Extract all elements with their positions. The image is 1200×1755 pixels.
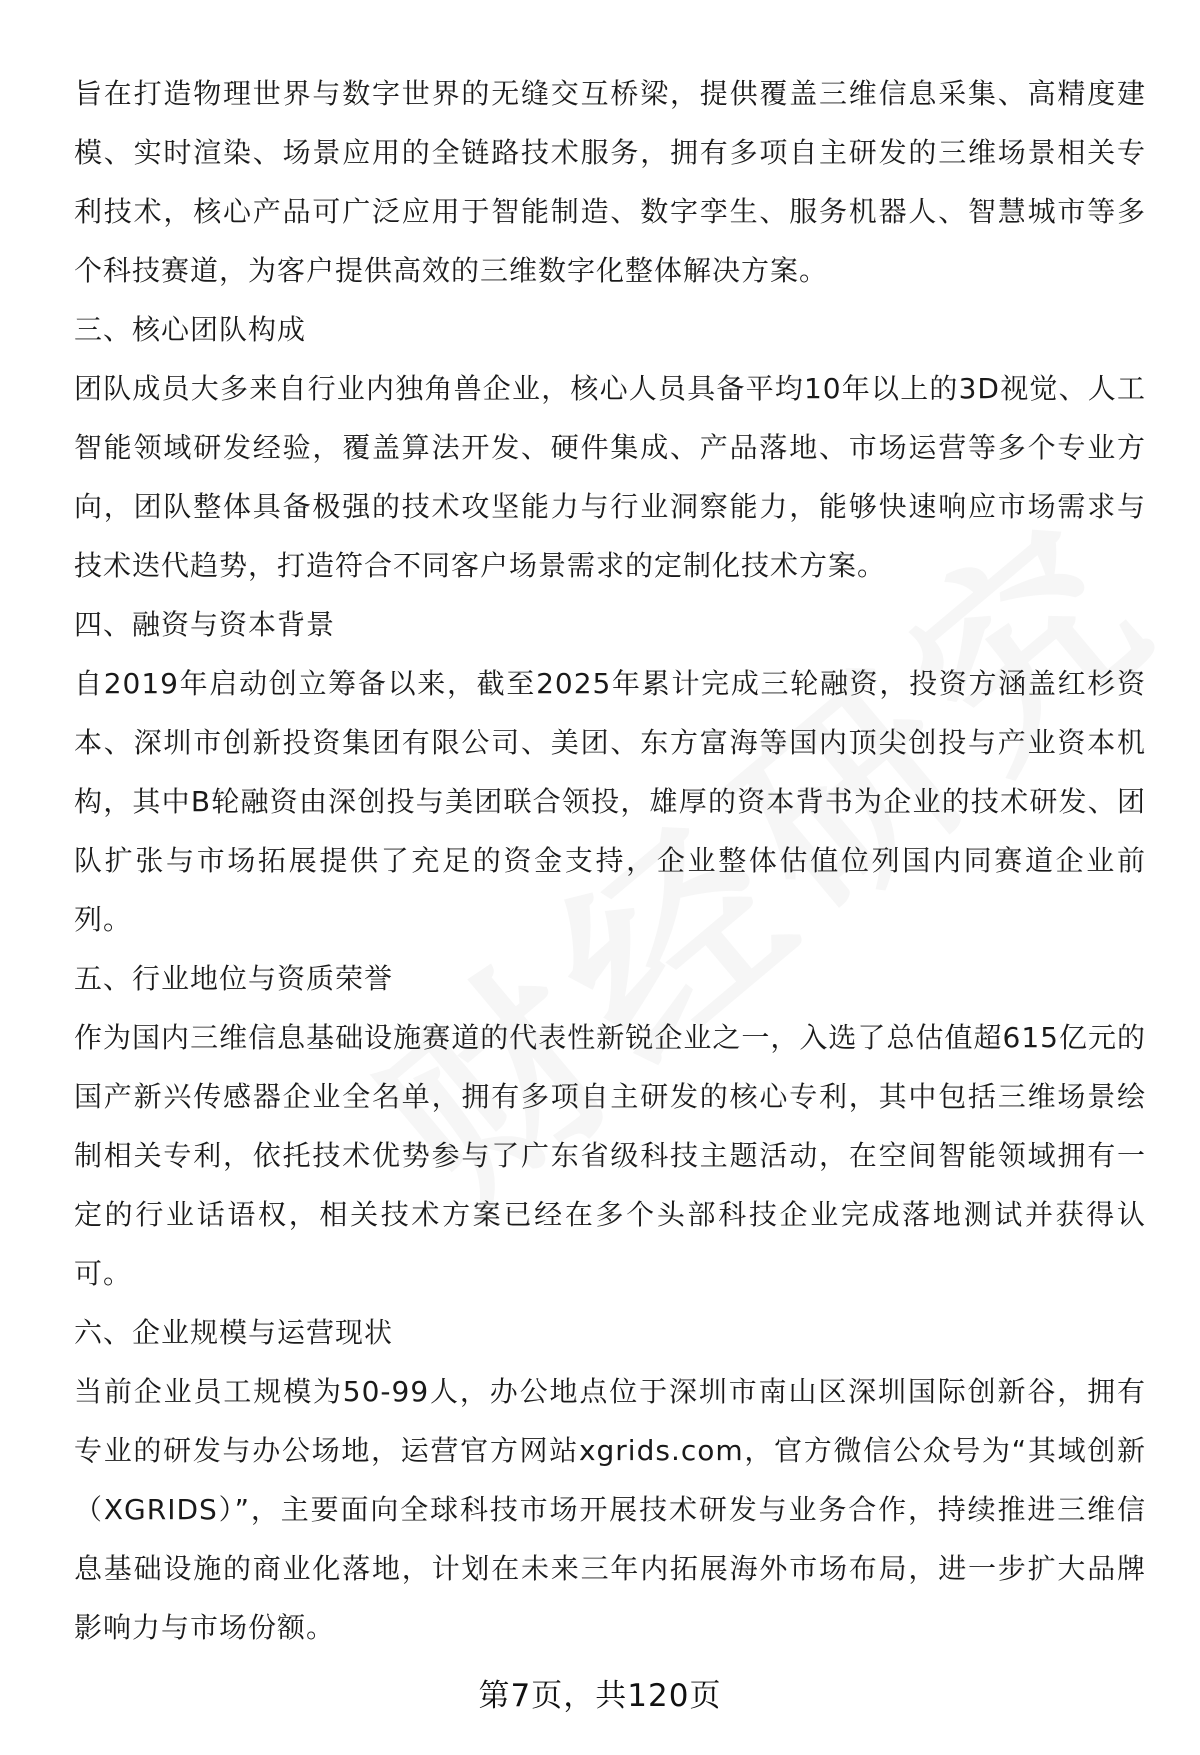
document-body <box>74 64 1146 1657</box>
page-number-footer: 第7页，共120页 <box>478 1678 722 1714</box>
section-heading-core-team: 三、核心团队构成 <box>74 313 307 346</box>
paragraph-core-team: 团队成员大多来自行业内独角兽企业，核心人员具备平均10年以上的3D视觉、人工智能领域研发经验，覆盖算法开发、硬件集成、产品落地、市场运营等多个专业方向，团队整体具备极强的技术攻坚能力与行业洞察能力，能够快速响应市场需求与技术迭代趋势，打造符合不同客户场景需求的定制化技术方案。 <box>74 372 1146 582</box>
section-heading-industry-status: 五、行业地位与资质荣誉 <box>74 962 394 995</box>
paragraph-company-intro: 旨在打造物理世界与数字世界的无缝交互桥梁，提供覆盖三维信息采集、高精度建模、实时渲染、场景应用的全链路技术服务，拥有多项自主研发的三维场景相关专利技术，核心产品可广泛应用于智能制造、数字孪生、服务机器人、智慧城市等多个科技赛道，为客户提供高效的三维数字化整体解决方案。 <box>74 77 1146 287</box>
paragraph-scale-operations: 当前企业员工规模为50-99人，办公地点位于深圳市南山区深圳国际创新谷，拥有专业的研发与办公场地，运营官方网站xgrids.com，官方微信公众号为“其域创新（XGRIDS）”，主要面向全球科技市场开展技术研发与业务合作，持续推进三维信息基础设施的商业化落地，计划在未来三年内拓展海外市场布局，进一步扩大品牌影响力与市场份额。 <box>74 1375 1146 1644</box>
section-heading-scale-operations: 六、企业规模与运营现状 <box>74 1316 394 1349</box>
paragraph-industry-status: 作为国内三维信息基础设施赛道的代表性新锐企业之一，入选了总估值超615亿元的国产新兴传感器企业全名单，拥有多项自主研发的核心专利，其中包括三维场景绘制相关专利，依托技术优势参与了广东省级科技主题活动，在空间智能领域拥有一定的行业话语权，相关技术方案已经在多个头部科技企业完成落地测试并获得认可。 <box>74 1021 1146 1290</box>
paragraph-financing: 自2019年启动创立筹备以来，截至2025年累计完成三轮融资，投资方涵盖红杉资本、深圳市创新投资集团有限公司、美团、东方富海等国内顶尖创投与产业资本机构，其中B轮融资由深创投与美团联合领投，雄厚的资本背书为企业的技术研发、团队扩张与市场拓展提供了充足的资金支持，企业整体估值位列国内同赛道企业前列。 <box>74 667 1146 936</box>
section-heading-financing: 四、融资与资本背景 <box>74 608 336 641</box>
